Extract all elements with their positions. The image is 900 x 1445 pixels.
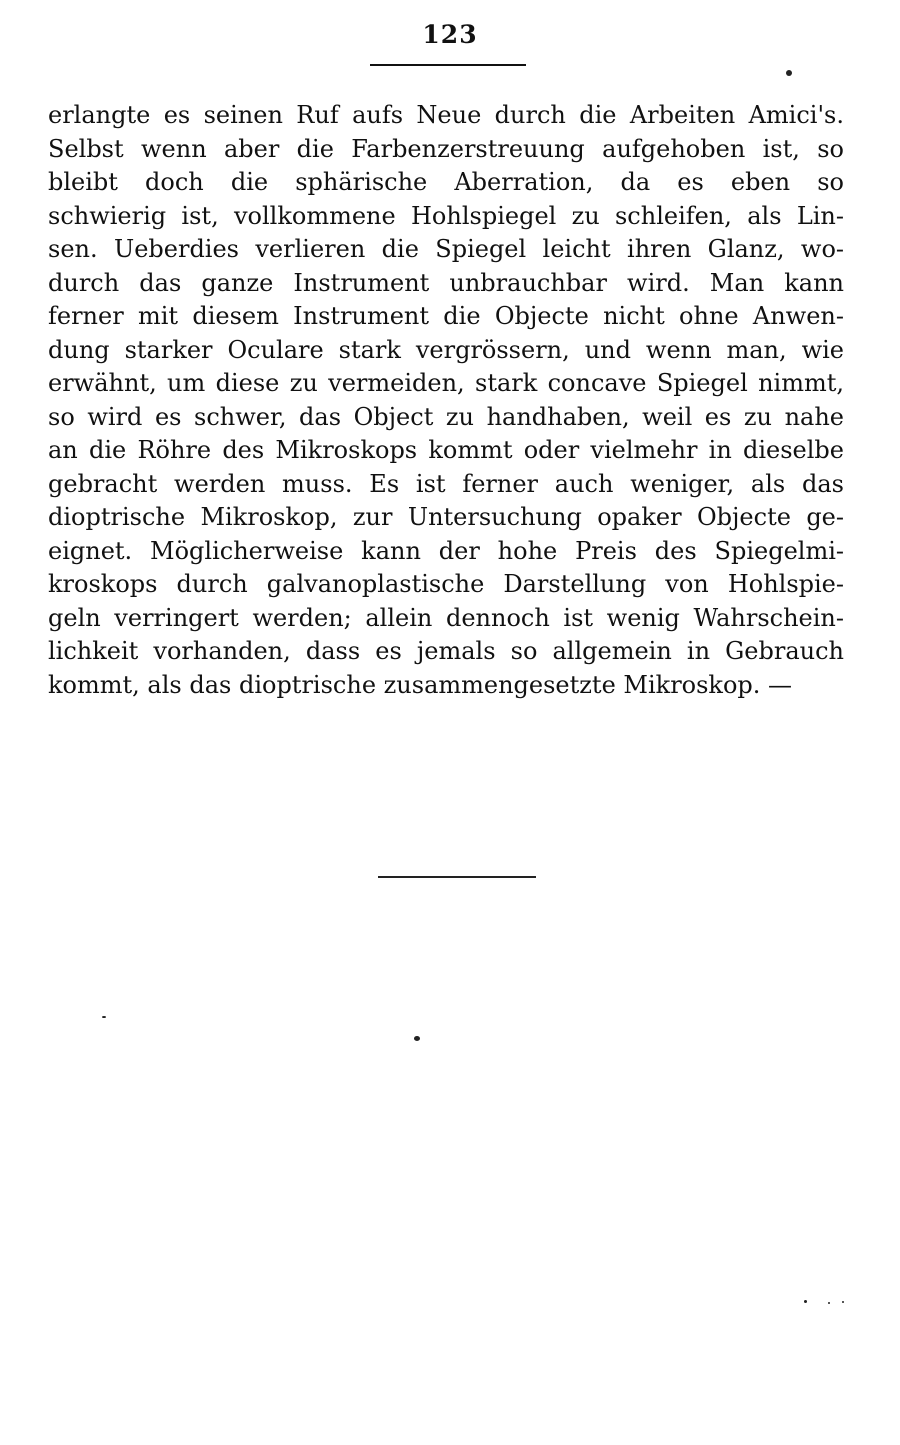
text-line: an die Röhre des Mikroskops kommt oder vielmehr in dieselbe (48, 436, 844, 464)
text-line: sen. Ueberdies verlieren die Spiegel leicht ihren Glanz, wo- (48, 235, 844, 263)
text-line: dung starker Oculare stark vergrössern, und wenn man, wie (48, 335, 844, 364)
text-line: geln verringert werden; allein dennoch ist wenig Wahrschein- (48, 603, 844, 632)
text-line: erlangte es seinen Ruf aufs Neue durch die Arbeiten Amici's. (48, 101, 844, 129)
text-line-final: kommt, als das dioptrische zusammengesetzte Mikroskop. — (48, 670, 793, 699)
text-line: durch das ganze Instrument unbrauchbar wird. Man kann (48, 268, 844, 297)
text-line: eignet. Möglicherweise kann der hohe Preis des Spiegelmi- (48, 536, 844, 565)
text-line: schwierig ist, vollkommene Hohlspiegel zu schleifen, als Lin- (48, 201, 844, 230)
text-line: dioptrische Mikroskop, zur Untersuchung opaker Objecte ge- (48, 503, 844, 531)
text-line: kroskops durch galvanoplastische Darstellung von Hohlspie- (48, 570, 844, 598)
scan-speck (828, 1302, 830, 1304)
text-line: erwähnt, um diese zu vermeiden, stark concave Spiegel nimmt, (48, 369, 844, 397)
text-line: ferner mit diesem Instrument die Objecte nicht ohne Anwen- (48, 302, 844, 330)
scan-speck (842, 1301, 844, 1303)
scan-speck (804, 1300, 807, 1303)
scan-speck (786, 70, 792, 76)
scan-speck (102, 1016, 106, 1018)
text-line: gebracht werden muss. Es ist ferner auch weniger, als das (48, 469, 844, 498)
body-text (48, 99, 844, 702)
header-rule (370, 64, 526, 66)
text-line: Selbst wenn aber die Farbenzerstreuung aufgehoben ist, so (48, 134, 844, 163)
section-end-rule (378, 876, 536, 878)
text-line: lichkeit vorhanden, dass es jemals so allgemein in Gebrauch (48, 637, 844, 665)
text-line: so wird es schwer, das Object zu handhaben, weil es zu nahe (48, 402, 844, 431)
text-line: bleibt doch die sphärische Aberration, da es eben so (48, 168, 844, 196)
page-number: 123 (422, 20, 478, 49)
scan-speck (414, 1036, 420, 1041)
